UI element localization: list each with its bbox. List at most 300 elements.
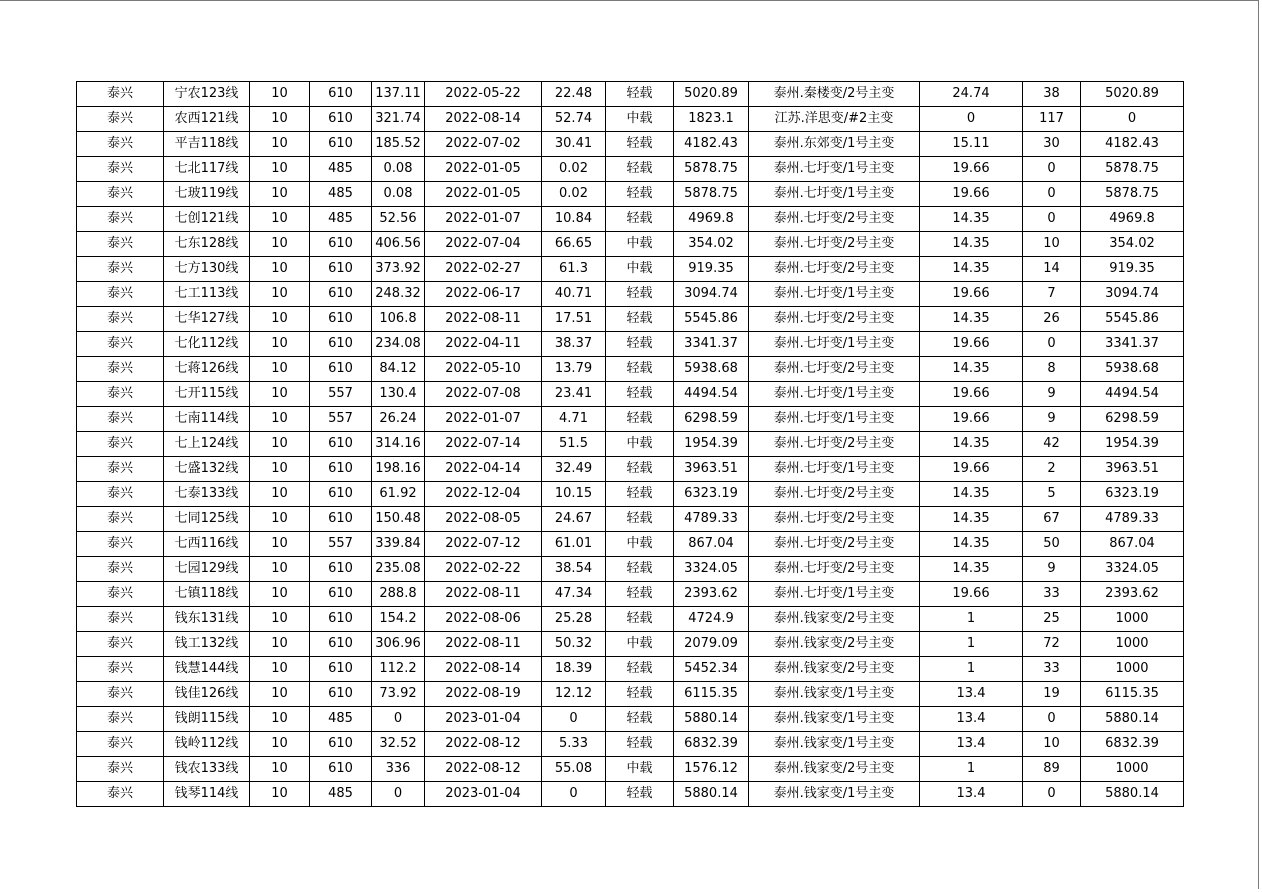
- count-cell: 2: [1023, 457, 1081, 482]
- transformer-margin-cell: 24.74: [920, 82, 1023, 107]
- transformer-margin-cell: 1: [920, 657, 1023, 682]
- load-rate-cell: 25.28: [542, 607, 606, 632]
- county-cell: 泰兴: [77, 632, 164, 657]
- date-cell: 2022-08-11: [425, 632, 542, 657]
- county-cell: 泰兴: [77, 457, 164, 482]
- line-name-cell: 钱琴114线: [164, 782, 250, 807]
- table-row: [77, 657, 1184, 682]
- line-name-cell: 七创121线: [164, 207, 250, 232]
- available-capacity-cell: 5878.75: [674, 157, 749, 182]
- load-rate-cell: 38.37: [542, 332, 606, 357]
- county-cell: 泰兴: [77, 157, 164, 182]
- capacity-cell: 485: [310, 207, 372, 232]
- transformer-margin-cell: 14.35: [920, 232, 1023, 257]
- date-cell: 2022-08-06: [425, 607, 542, 632]
- max-load-cell: 339.84: [372, 532, 425, 557]
- available-capacity-cell: 5452.34: [674, 657, 749, 682]
- line-name-cell: 七东128线: [164, 232, 250, 257]
- voltage-cell: 10: [250, 582, 310, 607]
- available-capacity-cell: 4969.8: [674, 207, 749, 232]
- count-cell: 5: [1023, 482, 1081, 507]
- load-level-cell: 中载: [606, 432, 674, 457]
- voltage-cell: 10: [250, 507, 310, 532]
- load-level-cell: 轻载: [606, 332, 674, 357]
- available-capacity-cell: 4789.33: [674, 507, 749, 532]
- transformer-margin-cell: 14.35: [920, 532, 1023, 557]
- county-cell: 泰兴: [77, 507, 164, 532]
- load-level-cell: 轻载: [606, 507, 674, 532]
- capacity-cell: 610: [310, 82, 372, 107]
- table-row: [77, 482, 1184, 507]
- load-rate-cell: 17.51: [542, 307, 606, 332]
- load-rate-cell: 38.54: [542, 557, 606, 582]
- max-load-cell: 61.92: [372, 482, 425, 507]
- available-capacity-cell: 354.02: [674, 232, 749, 257]
- final-capacity-cell: 2393.62: [1081, 582, 1184, 607]
- final-capacity-cell: 1000: [1081, 657, 1184, 682]
- date-cell: 2022-07-02: [425, 132, 542, 157]
- max-load-cell: 112.2: [372, 657, 425, 682]
- date-cell: 2022-02-22: [425, 557, 542, 582]
- available-capacity-cell: 6115.35: [674, 682, 749, 707]
- voltage-cell: 10: [250, 557, 310, 582]
- load-rate-cell: 0.02: [542, 157, 606, 182]
- load-level-cell: 轻载: [606, 182, 674, 207]
- max-load-cell: 321.74: [372, 107, 425, 132]
- county-cell: 泰兴: [77, 82, 164, 107]
- final-capacity-cell: 4494.54: [1081, 382, 1184, 407]
- county-cell: 泰兴: [77, 232, 164, 257]
- final-capacity-cell: 1000: [1081, 757, 1184, 782]
- voltage-cell: 10: [250, 107, 310, 132]
- max-load-cell: 0.08: [372, 182, 425, 207]
- line-name-cell: 七北117线: [164, 157, 250, 182]
- date-cell: 2022-08-19: [425, 682, 542, 707]
- final-capacity-cell: 5878.75: [1081, 182, 1184, 207]
- county-cell: 泰兴: [77, 482, 164, 507]
- line-name-cell: 钱农133线: [164, 757, 250, 782]
- county-cell: 泰兴: [77, 257, 164, 282]
- count-cell: 30: [1023, 132, 1081, 157]
- capacity-cell: 610: [310, 582, 372, 607]
- voltage-cell: 10: [250, 532, 310, 557]
- available-capacity-cell: 867.04: [674, 532, 749, 557]
- load-level-cell: 轻载: [606, 382, 674, 407]
- capacity-cell: 610: [310, 332, 372, 357]
- line-name-cell: 七镇118线: [164, 582, 250, 607]
- count-cell: 0: [1023, 332, 1081, 357]
- capacity-cell: 610: [310, 632, 372, 657]
- capacity-cell: 610: [310, 607, 372, 632]
- line-name-cell: 钱工132线: [164, 632, 250, 657]
- line-name-cell: 七方130线: [164, 257, 250, 282]
- transformer-cell: 泰州.东郊变/1号主变: [749, 132, 920, 157]
- load-level-cell: 轻载: [606, 357, 674, 382]
- max-load-cell: 373.92: [372, 257, 425, 282]
- voltage-cell: 10: [250, 407, 310, 432]
- capacity-cell: 610: [310, 282, 372, 307]
- transformer-cell: 泰州.七圩变/1号主变: [749, 182, 920, 207]
- transformer-cell: 泰州.七圩变/2号主变: [749, 357, 920, 382]
- line-name-cell: 七蒋126线: [164, 357, 250, 382]
- county-cell: 泰兴: [77, 307, 164, 332]
- load-level-cell: 轻载: [606, 132, 674, 157]
- available-capacity-cell: 3324.05: [674, 557, 749, 582]
- max-load-cell: 0: [372, 707, 425, 732]
- max-load-cell: 52.56: [372, 207, 425, 232]
- max-load-cell: 150.48: [372, 507, 425, 532]
- load-level-cell: 轻载: [606, 457, 674, 482]
- final-capacity-cell: 1000: [1081, 632, 1184, 657]
- capacity-cell: 610: [310, 432, 372, 457]
- max-load-cell: 234.08: [372, 332, 425, 357]
- load-level-cell: 中载: [606, 107, 674, 132]
- capacity-cell: 485: [310, 182, 372, 207]
- load-rate-cell: 50.32: [542, 632, 606, 657]
- max-load-cell: 154.2: [372, 607, 425, 632]
- date-cell: 2022-04-14: [425, 457, 542, 482]
- max-load-cell: 248.32: [372, 282, 425, 307]
- data-table: [76, 81, 1184, 807]
- voltage-cell: 10: [250, 757, 310, 782]
- available-capacity-cell: 4182.43: [674, 132, 749, 157]
- final-capacity-cell: 867.04: [1081, 532, 1184, 557]
- date-cell: 2022-02-27: [425, 257, 542, 282]
- available-capacity-cell: 4724.9: [674, 607, 749, 632]
- load-rate-cell: 10.15: [542, 482, 606, 507]
- max-load-cell: 0: [372, 782, 425, 807]
- transformer-margin-cell: 14.35: [920, 207, 1023, 232]
- max-load-cell: 406.56: [372, 232, 425, 257]
- voltage-cell: 10: [250, 357, 310, 382]
- count-cell: 9: [1023, 407, 1081, 432]
- date-cell: 2022-07-04: [425, 232, 542, 257]
- line-name-cell: 宁农123线: [164, 82, 250, 107]
- line-name-cell: 七玻119线: [164, 182, 250, 207]
- load-rate-cell: 18.39: [542, 657, 606, 682]
- table-row: [77, 382, 1184, 407]
- capacity-cell: 610: [310, 757, 372, 782]
- load-level-cell: 轻载: [606, 682, 674, 707]
- max-load-cell: 306.96: [372, 632, 425, 657]
- load-level-cell: 轻载: [606, 307, 674, 332]
- capacity-cell: 485: [310, 157, 372, 182]
- voltage-cell: 10: [250, 682, 310, 707]
- available-capacity-cell: 5880.14: [674, 782, 749, 807]
- county-cell: 泰兴: [77, 532, 164, 557]
- available-capacity-cell: 3341.37: [674, 332, 749, 357]
- transformer-margin-cell: 14.35: [920, 507, 1023, 532]
- capacity-cell: 610: [310, 232, 372, 257]
- transformer-margin-cell: 13.4: [920, 782, 1023, 807]
- transformer-cell: 泰州.钱家变/1号主变: [749, 707, 920, 732]
- table-row: [77, 707, 1184, 732]
- voltage-cell: 10: [250, 782, 310, 807]
- transformer-margin-cell: 19.66: [920, 407, 1023, 432]
- table-row: [77, 357, 1184, 382]
- load-level-cell: 轻载: [606, 732, 674, 757]
- load-rate-cell: 24.67: [542, 507, 606, 532]
- transformer-cell: 泰州.七圩变/2号主变: [749, 257, 920, 282]
- transformer-cell: 泰州.七圩变/1号主变: [749, 332, 920, 357]
- final-capacity-cell: 5938.68: [1081, 357, 1184, 382]
- load-level-cell: 轻载: [606, 207, 674, 232]
- transformer-cell: 江苏.洋思变/#2主变: [749, 107, 920, 132]
- date-cell: 2022-08-11: [425, 582, 542, 607]
- final-capacity-cell: 5020.89: [1081, 82, 1184, 107]
- transformer-margin-cell: 13.4: [920, 732, 1023, 757]
- max-load-cell: 314.16: [372, 432, 425, 457]
- transformer-margin-cell: 1: [920, 607, 1023, 632]
- final-capacity-cell: 5545.86: [1081, 307, 1184, 332]
- transformer-cell: 泰州.七圩变/2号主变: [749, 507, 920, 532]
- table-row: [77, 157, 1184, 182]
- transformer-margin-cell: 14.35: [920, 357, 1023, 382]
- transformer-cell: 泰州.七圩变/2号主变: [749, 432, 920, 457]
- table-row: [77, 307, 1184, 332]
- date-cell: 2022-08-12: [425, 757, 542, 782]
- voltage-cell: 10: [250, 282, 310, 307]
- line-name-cell: 钱佳126线: [164, 682, 250, 707]
- load-rate-cell: 40.71: [542, 282, 606, 307]
- date-cell: 2022-08-14: [425, 657, 542, 682]
- count-cell: 0: [1023, 182, 1081, 207]
- final-capacity-cell: 6832.39: [1081, 732, 1184, 757]
- transformer-margin-cell: 13.4: [920, 707, 1023, 732]
- date-cell: 2022-01-07: [425, 207, 542, 232]
- table-row: [77, 507, 1184, 532]
- voltage-cell: 10: [250, 207, 310, 232]
- line-name-cell: 钱慧144线: [164, 657, 250, 682]
- load-level-cell: 中载: [606, 257, 674, 282]
- voltage-cell: 10: [250, 457, 310, 482]
- county-cell: 泰兴: [77, 732, 164, 757]
- transformer-margin-cell: 13.4: [920, 682, 1023, 707]
- count-cell: 10: [1023, 232, 1081, 257]
- transformer-cell: 泰州.七圩变/2号主变: [749, 532, 920, 557]
- table-row: [77, 632, 1184, 657]
- load-rate-cell: 30.41: [542, 132, 606, 157]
- capacity-cell: 610: [310, 257, 372, 282]
- final-capacity-cell: 6115.35: [1081, 682, 1184, 707]
- max-load-cell: 288.8: [372, 582, 425, 607]
- load-rate-cell: 47.34: [542, 582, 606, 607]
- available-capacity-cell: 1823.1: [674, 107, 749, 132]
- load-level-cell: 轻载: [606, 782, 674, 807]
- count-cell: 72: [1023, 632, 1081, 657]
- final-capacity-cell: 6323.19: [1081, 482, 1184, 507]
- date-cell: 2022-01-05: [425, 182, 542, 207]
- final-capacity-cell: 1000: [1081, 607, 1184, 632]
- load-level-cell: 轻载: [606, 282, 674, 307]
- available-capacity-cell: 1576.12: [674, 757, 749, 782]
- transformer-margin-cell: 19.66: [920, 182, 1023, 207]
- load-rate-cell: 0.02: [542, 182, 606, 207]
- load-rate-cell: 66.65: [542, 232, 606, 257]
- transformer-margin-cell: 19.66: [920, 382, 1023, 407]
- max-load-cell: 84.12: [372, 357, 425, 382]
- voltage-cell: 10: [250, 257, 310, 282]
- load-level-cell: 中载: [606, 232, 674, 257]
- transformer-cell: 泰州.七圩变/2号主变: [749, 482, 920, 507]
- county-cell: 泰兴: [77, 557, 164, 582]
- available-capacity-cell: 919.35: [674, 257, 749, 282]
- date-cell: 2022-07-14: [425, 432, 542, 457]
- date-cell: 2022-06-17: [425, 282, 542, 307]
- transformer-cell: 泰州.秦楼变/2号主变: [749, 82, 920, 107]
- load-level-cell: 轻载: [606, 407, 674, 432]
- final-capacity-cell: 0: [1081, 107, 1184, 132]
- count-cell: 42: [1023, 432, 1081, 457]
- table-row: [77, 332, 1184, 357]
- voltage-cell: 10: [250, 132, 310, 157]
- voltage-cell: 10: [250, 607, 310, 632]
- final-capacity-cell: 3324.05: [1081, 557, 1184, 582]
- load-level-cell: 轻载: [606, 82, 674, 107]
- load-rate-cell: 32.49: [542, 457, 606, 482]
- transformer-margin-cell: 19.66: [920, 332, 1023, 357]
- load-level-cell: 中载: [606, 632, 674, 657]
- capacity-cell: 610: [310, 307, 372, 332]
- line-name-cell: 七开115线: [164, 382, 250, 407]
- load-rate-cell: 0: [542, 707, 606, 732]
- table-row: [77, 232, 1184, 257]
- transformer-margin-cell: 14.35: [920, 307, 1023, 332]
- capacity-cell: 557: [310, 407, 372, 432]
- count-cell: 0: [1023, 157, 1081, 182]
- max-load-cell: 73.92: [372, 682, 425, 707]
- count-cell: 67: [1023, 507, 1081, 532]
- transformer-cell: 泰州.七圩变/2号主变: [749, 557, 920, 582]
- voltage-cell: 10: [250, 432, 310, 457]
- capacity-cell: 610: [310, 507, 372, 532]
- available-capacity-cell: 6832.39: [674, 732, 749, 757]
- load-rate-cell: 0: [542, 782, 606, 807]
- count-cell: 9: [1023, 382, 1081, 407]
- table-row: [77, 132, 1184, 157]
- max-load-cell: 32.52: [372, 732, 425, 757]
- count-cell: 7: [1023, 282, 1081, 307]
- load-rate-cell: 51.5: [542, 432, 606, 457]
- county-cell: 泰兴: [77, 282, 164, 307]
- capacity-cell: 610: [310, 732, 372, 757]
- final-capacity-cell: 1954.39: [1081, 432, 1184, 457]
- voltage-cell: 10: [250, 332, 310, 357]
- transformer-margin-cell: 1: [920, 632, 1023, 657]
- load-rate-cell: 55.08: [542, 757, 606, 782]
- transformer-margin-cell: 14.35: [920, 257, 1023, 282]
- capacity-cell: 610: [310, 657, 372, 682]
- line-name-cell: 钱朗115线: [164, 707, 250, 732]
- max-load-cell: 185.52: [372, 132, 425, 157]
- final-capacity-cell: 3963.51: [1081, 457, 1184, 482]
- date-cell: 2022-08-05: [425, 507, 542, 532]
- transformer-margin-cell: 1: [920, 757, 1023, 782]
- transformer-margin-cell: 15.11: [920, 132, 1023, 157]
- available-capacity-cell: 2079.09: [674, 632, 749, 657]
- load-rate-cell: 4.71: [542, 407, 606, 432]
- capacity-cell: 557: [310, 382, 372, 407]
- date-cell: 2022-08-14: [425, 107, 542, 132]
- table-row: [77, 732, 1184, 757]
- final-capacity-cell: 919.35: [1081, 257, 1184, 282]
- date-cell: 2022-07-12: [425, 532, 542, 557]
- table-row: [77, 207, 1184, 232]
- load-rate-cell: 61.3: [542, 257, 606, 282]
- table-row: [77, 757, 1184, 782]
- max-load-cell: 198.16: [372, 457, 425, 482]
- transformer-margin-cell: 14.35: [920, 432, 1023, 457]
- county-cell: 泰兴: [77, 332, 164, 357]
- capacity-cell: 485: [310, 707, 372, 732]
- max-load-cell: 336: [372, 757, 425, 782]
- count-cell: 8: [1023, 357, 1081, 382]
- available-capacity-cell: 5545.86: [674, 307, 749, 332]
- max-load-cell: 26.24: [372, 407, 425, 432]
- date-cell: 2023-01-04: [425, 782, 542, 807]
- line-name-cell: 七上124线: [164, 432, 250, 457]
- county-cell: 泰兴: [77, 407, 164, 432]
- final-capacity-cell: 4182.43: [1081, 132, 1184, 157]
- county-cell: 泰兴: [77, 757, 164, 782]
- load-level-cell: 轻载: [606, 482, 674, 507]
- county-cell: 泰兴: [77, 207, 164, 232]
- transformer-cell: 泰州.钱家变/2号主变: [749, 657, 920, 682]
- load-level-cell: 轻载: [606, 607, 674, 632]
- table-row: [77, 82, 1184, 107]
- county-cell: 泰兴: [77, 782, 164, 807]
- load-rate-cell: 52.74: [542, 107, 606, 132]
- date-cell: 2022-07-08: [425, 382, 542, 407]
- voltage-cell: 10: [250, 182, 310, 207]
- transformer-margin-cell: 19.66: [920, 582, 1023, 607]
- voltage-cell: 10: [250, 157, 310, 182]
- line-name-cell: 钱岭112线: [164, 732, 250, 757]
- county-cell: 泰兴: [77, 132, 164, 157]
- table-row: [77, 557, 1184, 582]
- final-capacity-cell: 3094.74: [1081, 282, 1184, 307]
- county-cell: 泰兴: [77, 682, 164, 707]
- line-name-cell: 七西116线: [164, 532, 250, 557]
- transformer-cell: 泰州.钱家变/2号主变: [749, 632, 920, 657]
- final-capacity-cell: 3341.37: [1081, 332, 1184, 357]
- max-load-cell: 137.11: [372, 82, 425, 107]
- county-cell: 泰兴: [77, 107, 164, 132]
- final-capacity-cell: 5878.75: [1081, 157, 1184, 182]
- voltage-cell: 10: [250, 632, 310, 657]
- date-cell: 2022-08-12: [425, 732, 542, 757]
- final-capacity-cell: 354.02: [1081, 232, 1184, 257]
- available-capacity-cell: 5020.89: [674, 82, 749, 107]
- transformer-cell: 泰州.钱家变/1号主变: [749, 732, 920, 757]
- load-rate-cell: 23.41: [542, 382, 606, 407]
- voltage-cell: 10: [250, 482, 310, 507]
- county-cell: 泰兴: [77, 382, 164, 407]
- max-load-cell: 130.4: [372, 382, 425, 407]
- count-cell: 26: [1023, 307, 1081, 332]
- final-capacity-cell: 5880.14: [1081, 707, 1184, 732]
- count-cell: 0: [1023, 207, 1081, 232]
- count-cell: 38: [1023, 82, 1081, 107]
- max-load-cell: 106.8: [372, 307, 425, 332]
- transformer-cell: 泰州.钱家变/1号主变: [749, 782, 920, 807]
- load-level-cell: 中载: [606, 757, 674, 782]
- voltage-cell: 10: [250, 307, 310, 332]
- line-name-cell: 七化112线: [164, 332, 250, 357]
- transformer-cell: 泰州.钱家变/2号主变: [749, 757, 920, 782]
- table-row: [77, 682, 1184, 707]
- date-cell: 2022-01-07: [425, 407, 542, 432]
